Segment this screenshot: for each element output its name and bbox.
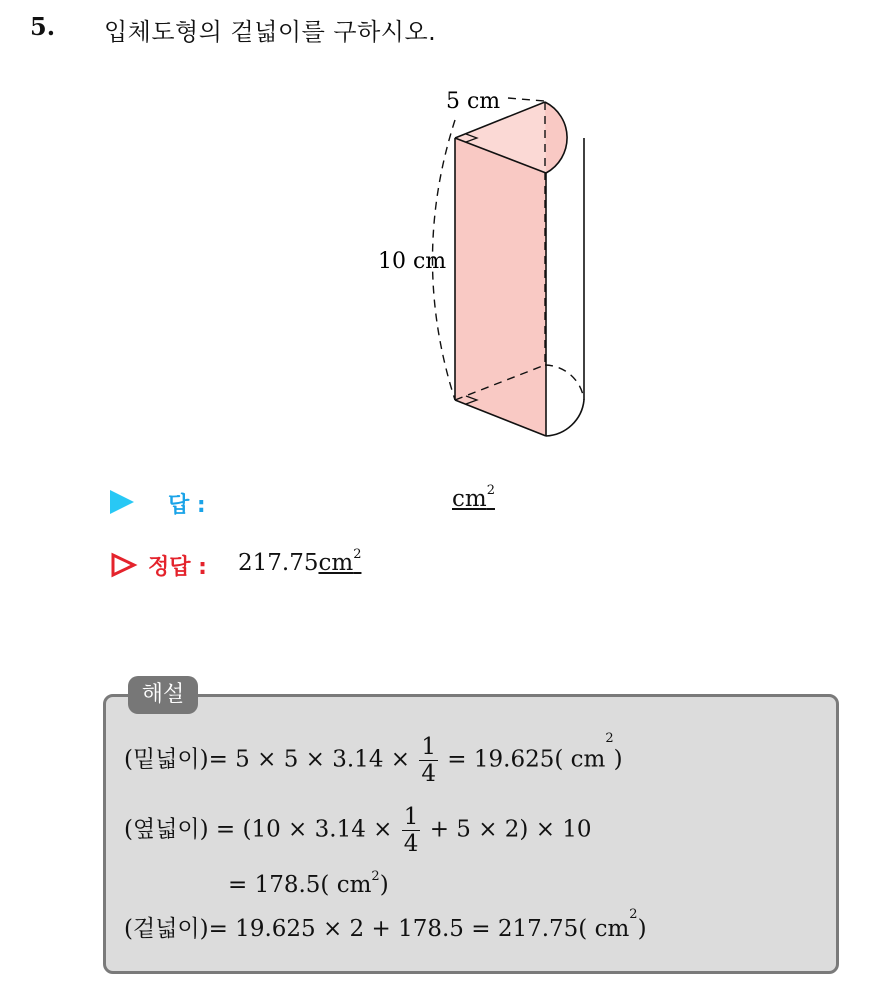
solution-line-2: (옆넓이) = (10 × 3.14 × $\frac{1}{4}$ + 5 × 2) × 10 [124,804,592,857]
question-number: 5. [30,12,56,41]
solution-line-3: = 178.5( $cm^2$) [228,869,389,898]
correct-value: $217.75cm^2$ [238,547,362,576]
answer-label: 답 : [168,493,206,518]
quarter-cylinder-figure [360,80,600,450]
answer-arrow-icon [110,490,134,514]
correct-arrow-icon [110,552,138,578]
solution-line-1: (밑넓이)= 5 × 5 × 3.14 × $\frac{1}{4}$ = 19.625( $cm^2$) [124,731,623,787]
radius-label: 5 cm [446,89,501,114]
height-label: 10 cm [378,249,447,274]
solution-line-4: (겉넓이)= 19.625 × 2 + 178.5 = 217.75( $cm^2$) [124,907,647,942]
correct-label: 정답 : [148,555,207,580]
question-text: 입체도형의 겉넓이를 구하시오. [104,18,437,46]
solution-tag: 해설 [128,676,198,714]
answer-unit[interactable]: $cm^2$ [452,483,495,512]
